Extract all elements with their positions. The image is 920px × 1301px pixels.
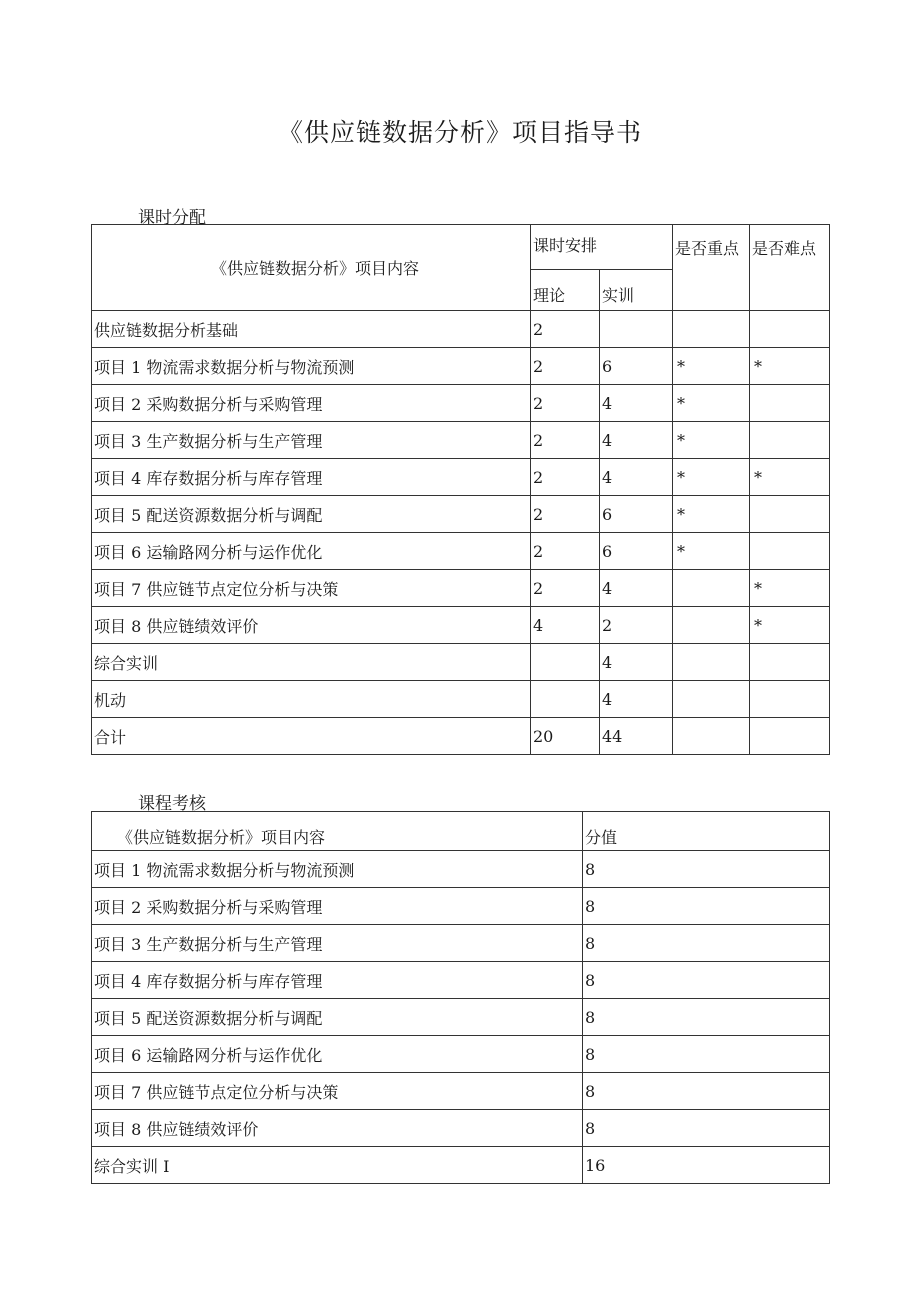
table-row	[92, 348, 830, 385]
schedule-item-name: 供应链数据分析基础	[92, 311, 531, 348]
key-point-mark	[673, 570, 750, 607]
table-row	[92, 925, 830, 962]
table-row	[92, 1036, 830, 1073]
assessment-header-score: 分值	[583, 812, 830, 851]
difficult-point-mark	[750, 718, 830, 755]
schedule-item-name: 合计	[92, 718, 531, 755]
assessment-item-name: 项目 4 库存数据分析与库存管理	[92, 962, 583, 999]
key-point-mark	[673, 311, 750, 348]
theory-hours: 2	[531, 496, 600, 533]
key-point-mark: *	[673, 496, 750, 533]
table-row	[92, 681, 830, 718]
schedule-item-name: 项目 5 配送资源数据分析与调配	[92, 496, 531, 533]
theory-hours: 2	[531, 348, 600, 385]
practice-hours: 6	[600, 348, 673, 385]
assessment-header-item: 《供应链数据分析》项目内容	[92, 812, 583, 851]
theory-hours: 2	[531, 385, 600, 422]
schedule-item-name: 项目 8 供应链绩效评价	[92, 607, 531, 644]
practice-hours: 6	[600, 496, 673, 533]
assessment-item-name: 项目 3 生产数据分析与生产管理	[92, 925, 583, 962]
schedule-item-name: 项目 1 物流需求数据分析与物流预测	[92, 348, 531, 385]
practice-hours: 4	[600, 570, 673, 607]
practice-hours: 6	[600, 533, 673, 570]
difficult-point-mark	[750, 422, 830, 459]
theory-hours: 2	[531, 459, 600, 496]
table-row	[92, 851, 830, 888]
schedule-header-difficult: 是否难点	[750, 225, 830, 311]
document-title: 《供应链数据分析》项目指导书	[277, 118, 642, 147]
schedule-item-name: 综合实训	[92, 644, 531, 681]
assessment-item-name: 项目 8 供应链绩效评价	[92, 1110, 583, 1147]
table-row	[92, 496, 830, 533]
assessment-item-name: 项目 7 供应链节点定位分析与决策	[92, 1073, 583, 1110]
theory-hours: 20	[531, 718, 600, 755]
table-row	[92, 888, 830, 925]
assessment-score: 8	[583, 1110, 830, 1147]
key-point-mark: *	[673, 422, 750, 459]
table-row	[92, 607, 830, 644]
table-row	[92, 1110, 830, 1147]
assessment-score: 8	[583, 888, 830, 925]
key-point-mark: *	[673, 385, 750, 422]
theory-hours: 2	[531, 533, 600, 570]
schedule-item-name: 项目 6 运输路网分析与运作优化	[92, 533, 531, 570]
schedule-header-hours: 课时安排	[531, 225, 673, 270]
difficult-point-mark	[750, 496, 830, 533]
theory-hours: 2	[531, 311, 600, 348]
assessment-item-name: 项目 1 物流需求数据分析与物流预测	[92, 851, 583, 888]
practice-hours: 44	[600, 718, 673, 755]
assessment-score: 8	[583, 1036, 830, 1073]
difficult-point-mark	[750, 644, 830, 681]
table-row	[92, 533, 830, 570]
practice-hours: 4	[600, 459, 673, 496]
schedule-header-practice: 实训	[600, 270, 673, 311]
schedule-item-name: 项目 3 生产数据分析与生产管理	[92, 422, 531, 459]
practice-hours: 4	[600, 681, 673, 718]
table-row	[92, 1073, 830, 1110]
key-point-mark: *	[673, 459, 750, 496]
schedule-header-theory: 理论	[531, 270, 600, 311]
schedule-item-name: 项目 7 供应链节点定位分析与决策	[92, 570, 531, 607]
table-row	[92, 999, 830, 1036]
key-point-mark: *	[673, 348, 750, 385]
key-point-mark	[673, 607, 750, 644]
theory-hours: 4	[531, 607, 600, 644]
schedule-item-name: 机动	[92, 681, 531, 718]
table-row	[92, 718, 830, 755]
table-row	[92, 459, 830, 496]
theory-hours	[531, 644, 600, 681]
difficult-point-mark	[750, 311, 830, 348]
assessment-score: 8	[583, 851, 830, 888]
theory-hours	[531, 681, 600, 718]
assessment-score: 8	[583, 962, 830, 999]
assessment-item-name: 项目 5 配送资源数据分析与调配	[92, 999, 583, 1036]
table-row	[92, 570, 830, 607]
difficult-point-mark	[750, 385, 830, 422]
assessment-table	[91, 811, 830, 1184]
table-row	[92, 1147, 830, 1184]
assessment-item-name: 项目 2 采购数据分析与采购管理	[92, 888, 583, 925]
practice-hours: 4	[600, 385, 673, 422]
difficult-point-mark: *	[750, 348, 830, 385]
assessment-section-label: 课程考核	[138, 794, 206, 814]
assessment-score: 8	[583, 999, 830, 1036]
schedule-section-label: 课时分配	[138, 208, 206, 228]
practice-hours: 4	[600, 422, 673, 459]
practice-hours: 4	[600, 644, 673, 681]
assessment-score: 8	[583, 925, 830, 962]
difficult-point-mark: *	[750, 607, 830, 644]
theory-hours: 2	[531, 422, 600, 459]
assessment-item-name: 综合实训 I	[92, 1147, 583, 1184]
schedule-item-name: 项目 2 采购数据分析与采购管理	[92, 385, 531, 422]
difficult-point-mark: *	[750, 570, 830, 607]
theory-hours: 2	[531, 570, 600, 607]
difficult-point-mark	[750, 533, 830, 570]
key-point-mark	[673, 718, 750, 755]
schedule-item-name: 项目 4 库存数据分析与库存管理	[92, 459, 531, 496]
difficult-point-mark	[750, 681, 830, 718]
schedule-header-key: 是否重点	[673, 225, 750, 311]
key-point-mark: *	[673, 533, 750, 570]
difficult-point-mark: *	[750, 459, 830, 496]
assessment-score: 16	[583, 1147, 830, 1184]
practice-hours	[600, 311, 673, 348]
table-row	[92, 422, 830, 459]
key-point-mark	[673, 681, 750, 718]
table-row	[92, 311, 830, 348]
practice-hours: 2	[600, 607, 673, 644]
table-row	[92, 644, 830, 681]
table-row	[92, 385, 830, 422]
table-row	[92, 962, 830, 999]
hours-allocation-table	[91, 224, 830, 755]
schedule-header-item: 《供应链数据分析》项目内容	[92, 225, 531, 311]
assessment-score: 8	[583, 1073, 830, 1110]
assessment-item-name: 项目 6 运输路网分析与运作优化	[92, 1036, 583, 1073]
key-point-mark	[673, 644, 750, 681]
